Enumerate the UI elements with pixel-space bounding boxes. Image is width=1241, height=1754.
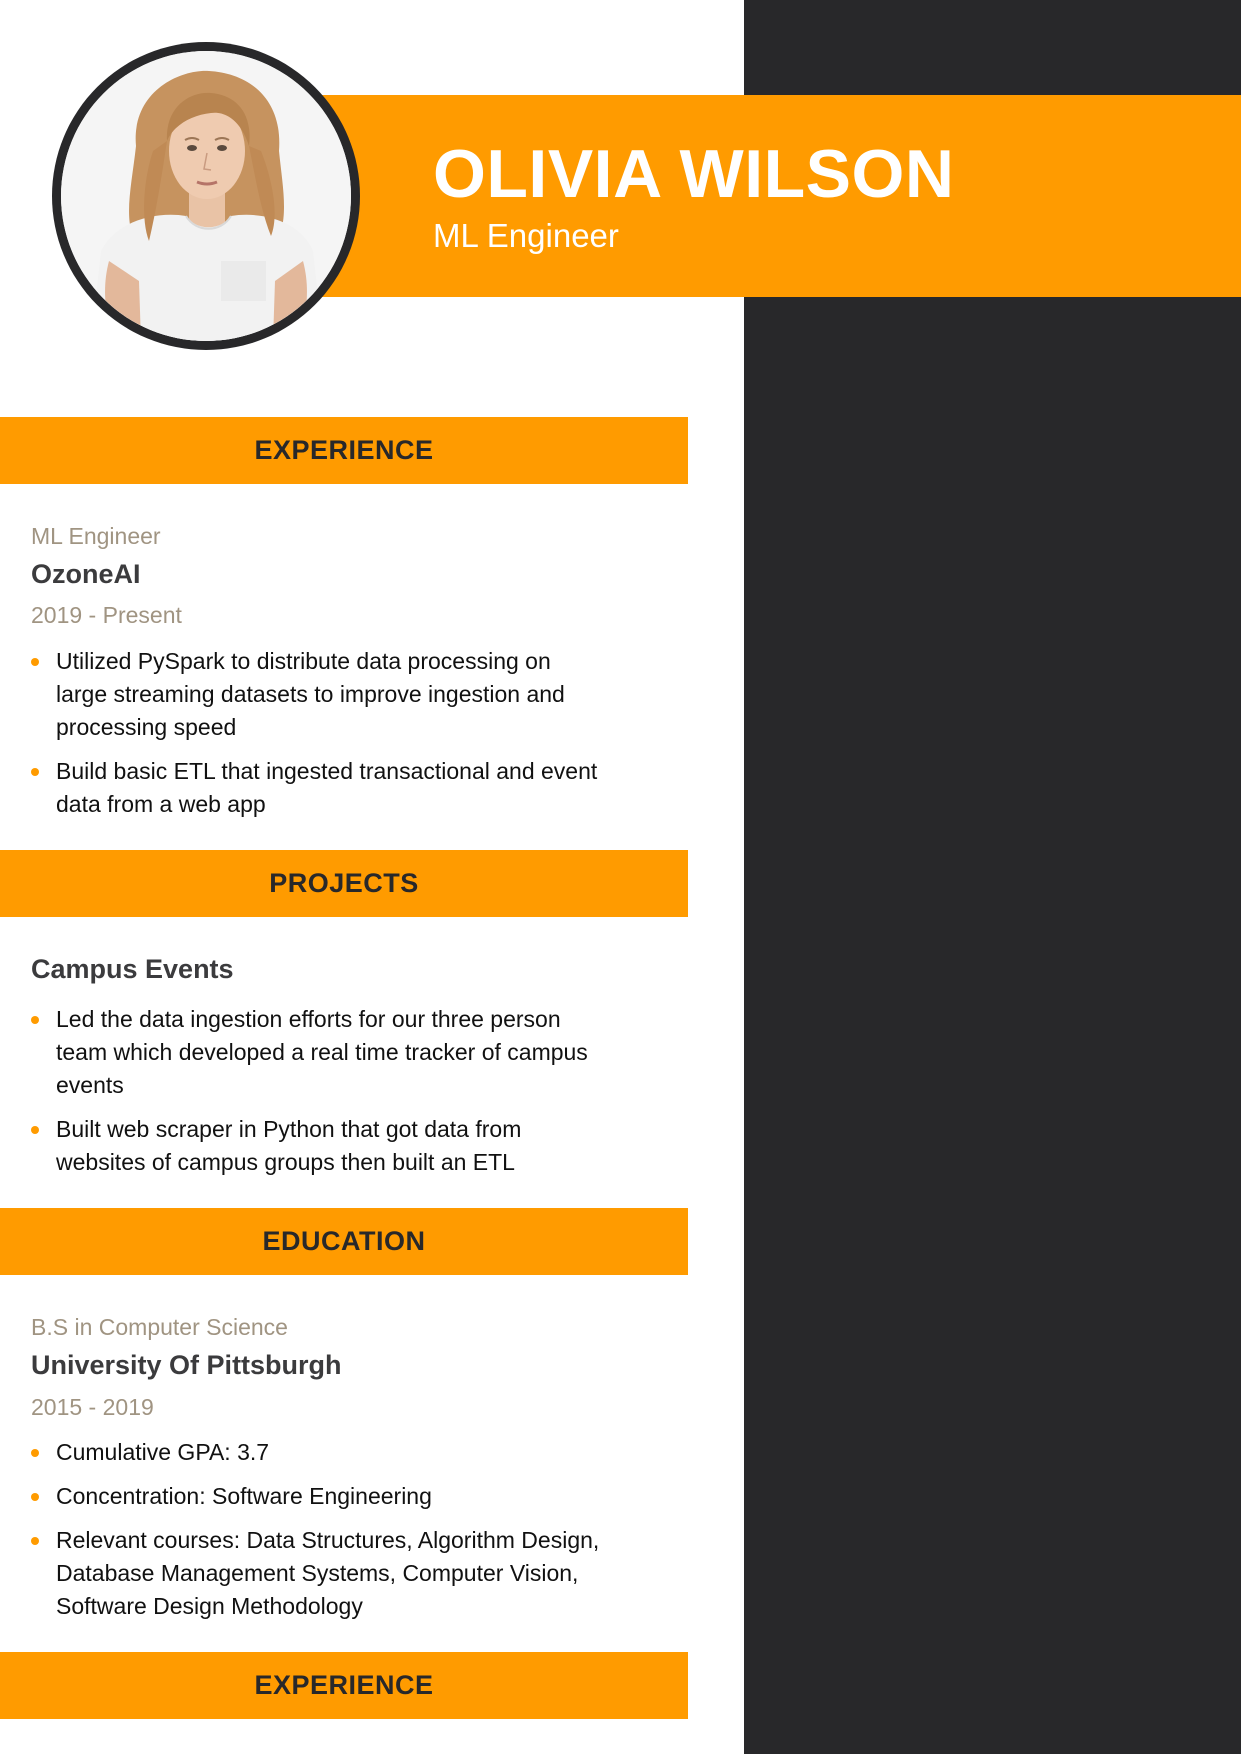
company-name: OzoneAI (31, 559, 141, 589)
bullet-icon (31, 658, 39, 666)
portrait-image (61, 51, 351, 341)
job-dates: 2019 - Present (31, 602, 182, 628)
bullet-icon (31, 768, 39, 776)
section-header-education (0, 1208, 688, 1275)
profile-photo (61, 51, 351, 341)
bullet-icon (31, 1016, 39, 1024)
list-item: Build basic ETL that ingested transactional and event data from a web app (31, 755, 601, 821)
bullet-icon (31, 1449, 39, 1457)
list-item: Concentration: Software Engineering (31, 1480, 601, 1513)
school-name: University Of Pittsburgh (31, 1350, 342, 1380)
bullet-icon (31, 1493, 39, 1501)
section-heading: PROJECTS (269, 868, 419, 898)
section-header-experience-2 (0, 1652, 688, 1719)
bullet-icon (31, 1126, 39, 1134)
profile-photo-frame (52, 42, 360, 350)
education-dates: 2015 - 2019 (31, 1394, 154, 1420)
candidate-name: OLIVIA WILSON (433, 136, 955, 212)
list-item: Relevant courses: Data Structures, Algorithm Design, Database Management Systems, Computer Vision, Software Design Methodology (31, 1524, 601, 1623)
list-item: Utilized PySpark to distribute data processing on large streaming datasets to improve ingestion and processing speed (31, 645, 601, 744)
section-heading: EXPERIENCE (254, 1670, 434, 1700)
bullet-icon (31, 1537, 39, 1545)
degree: B.S in Computer Science (31, 1314, 288, 1340)
experience-bullets (31, 645, 601, 832)
section-heading: EDUCATION (262, 1226, 426, 1256)
list-item: Built web scraper in Python that got data from websites of campus groups then built an ETL (31, 1113, 601, 1179)
list-item: Led the data ingestion efforts for our three person team which developed a real time tracker of campus events (31, 1003, 601, 1102)
section-header-projects (0, 850, 688, 917)
list-item: Cumulative GPA: 3.7 (31, 1436, 601, 1469)
section-heading: EXPERIENCE (254, 435, 434, 465)
education-bullets (31, 1436, 601, 1634)
project-bullets (31, 1003, 601, 1190)
project-name: Campus Events (31, 954, 234, 984)
candidate-title: ML Engineer (433, 217, 619, 254)
section-header-experience (0, 417, 688, 484)
job-role: ML Engineer (31, 523, 161, 549)
